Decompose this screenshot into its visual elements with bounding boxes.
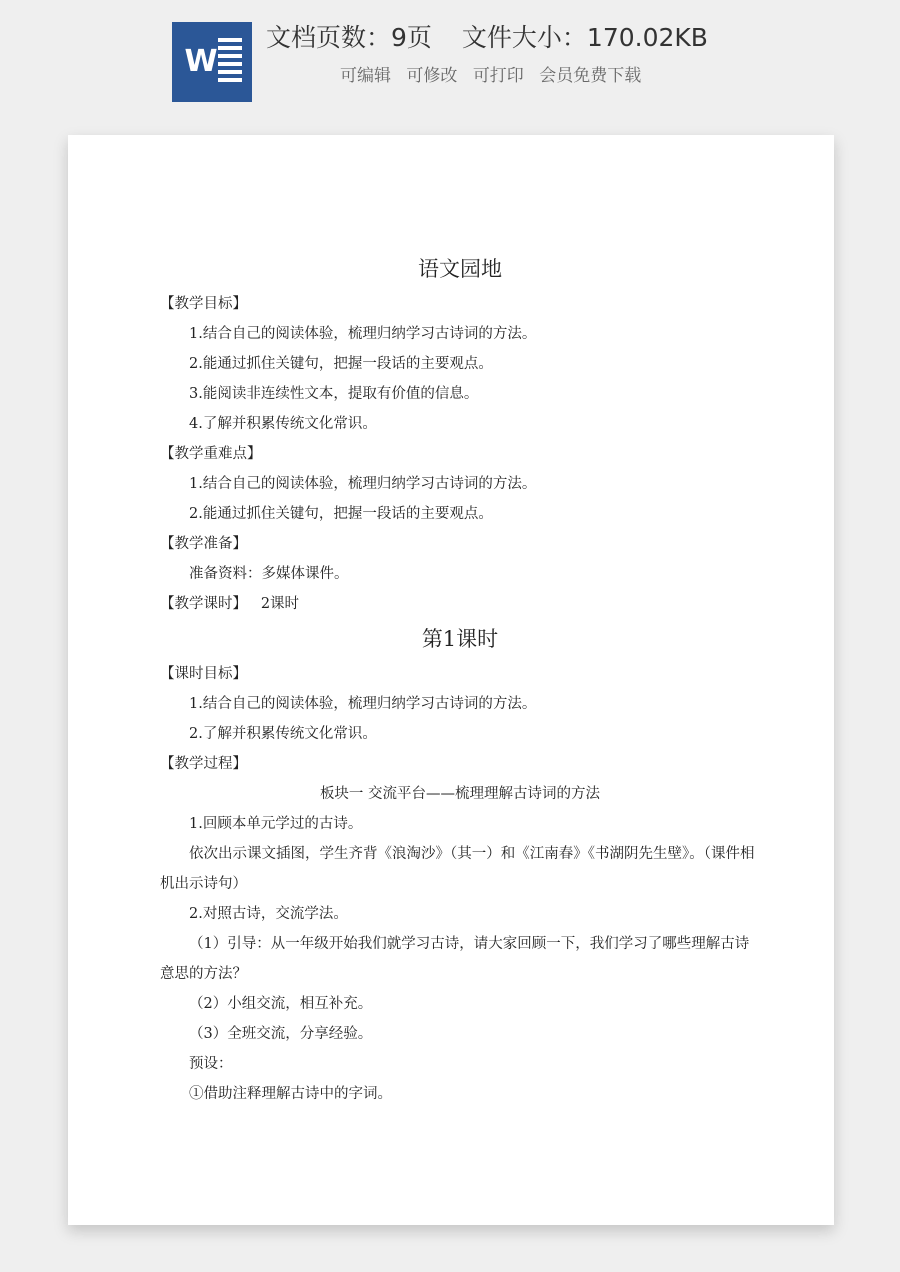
step-paragraph (160, 839, 760, 899)
block-title: 板块一 交流平台——梳理理解古诗词的方法 (319, 786, 601, 802)
document-lines (214, 38, 242, 86)
section-heading-lesson-goals: 【课时目标】 (160, 666, 247, 682)
key-point-item: 1.结合自己的阅读体验，梳理归纳学习古诗词的方法。 (189, 476, 537, 492)
step-sub-item: （3）全班交流，分享经验。 (189, 1026, 373, 1042)
section-heading-hours (160, 589, 760, 619)
feature-member-download: 会员免费下载 (539, 66, 642, 86)
page-count: 文档页数：9页 (266, 23, 432, 52)
section-heading-process: 【教学过程】 (160, 756, 247, 772)
goal-item: 4.了解并积累传统文化常识。 (189, 416, 377, 432)
goal-item: 1.结合自己的阅读体验，梳理归纳学习古诗词的方法。 (189, 326, 537, 342)
section-heading-goals: 【教学目标】 (160, 296, 247, 312)
hours-heading: 【教学课时】 (160, 596, 247, 612)
word-document-icon (172, 22, 252, 102)
document-title: 语文园地 (418, 257, 502, 281)
section-heading-preparation: 【教学准备】 (160, 536, 247, 552)
goal-item: 2.能通过抓住关键句，把握一段话的主要观点。 (189, 356, 493, 372)
file-info (266, 20, 708, 88)
step-paragraph-text: （1）引导：从一年级开始我们就学习古诗，请大家回顾一下，我们学习了哪些理解古诗意思的方法？ (160, 936, 750, 982)
file-size: 文件大小：170.02KB (461, 23, 708, 52)
hours-value: 2课时 (260, 596, 300, 612)
feature-list (340, 64, 708, 88)
file-stats (266, 20, 708, 56)
step-heading: 1.回顾本单元学过的古诗。 (189, 816, 363, 832)
document-content (160, 251, 760, 1109)
lesson-goal-item: 1.结合自己的阅读体验，梳理归纳学习古诗词的方法。 (189, 696, 537, 712)
preset-label: 预设： (189, 1056, 233, 1072)
lesson-title: 第1课时 (421, 627, 499, 651)
step-heading: 2.对照古诗，交流学法。 (189, 906, 348, 922)
document-page (68, 135, 834, 1225)
step-sub-item: （2）小组交流，相互补充。 (189, 996, 373, 1012)
section-heading-key-points: 【教学重难点】 (160, 446, 262, 462)
feature-editable: 可编辑 (340, 66, 391, 86)
step-paragraph (160, 929, 760, 989)
download-banner (0, 0, 900, 120)
key-point-item: 2.能通过抓住关键句，把握一段话的主要观点。 (189, 506, 493, 522)
preparation-text: 准备资料：多媒体课件。 (189, 566, 349, 582)
feature-modifiable: 可修改 (406, 66, 458, 86)
goal-item: 3.能阅读非连续性文本，提取有价值的信息。 (189, 386, 479, 402)
word-letter: W (184, 38, 218, 86)
preset-item: ①借助注释理解古诗中的字词。 (189, 1086, 392, 1102)
step-paragraph-text: 依次出示课文插图，学生齐背《浪淘沙》（其一）和《江南春》《书湖阴先生壁》。（课件相机出示诗句） (160, 846, 755, 892)
feature-printable: 可打印 (472, 66, 524, 86)
lesson-goal-item: 2.了解并积累传统文化常识。 (189, 726, 377, 742)
